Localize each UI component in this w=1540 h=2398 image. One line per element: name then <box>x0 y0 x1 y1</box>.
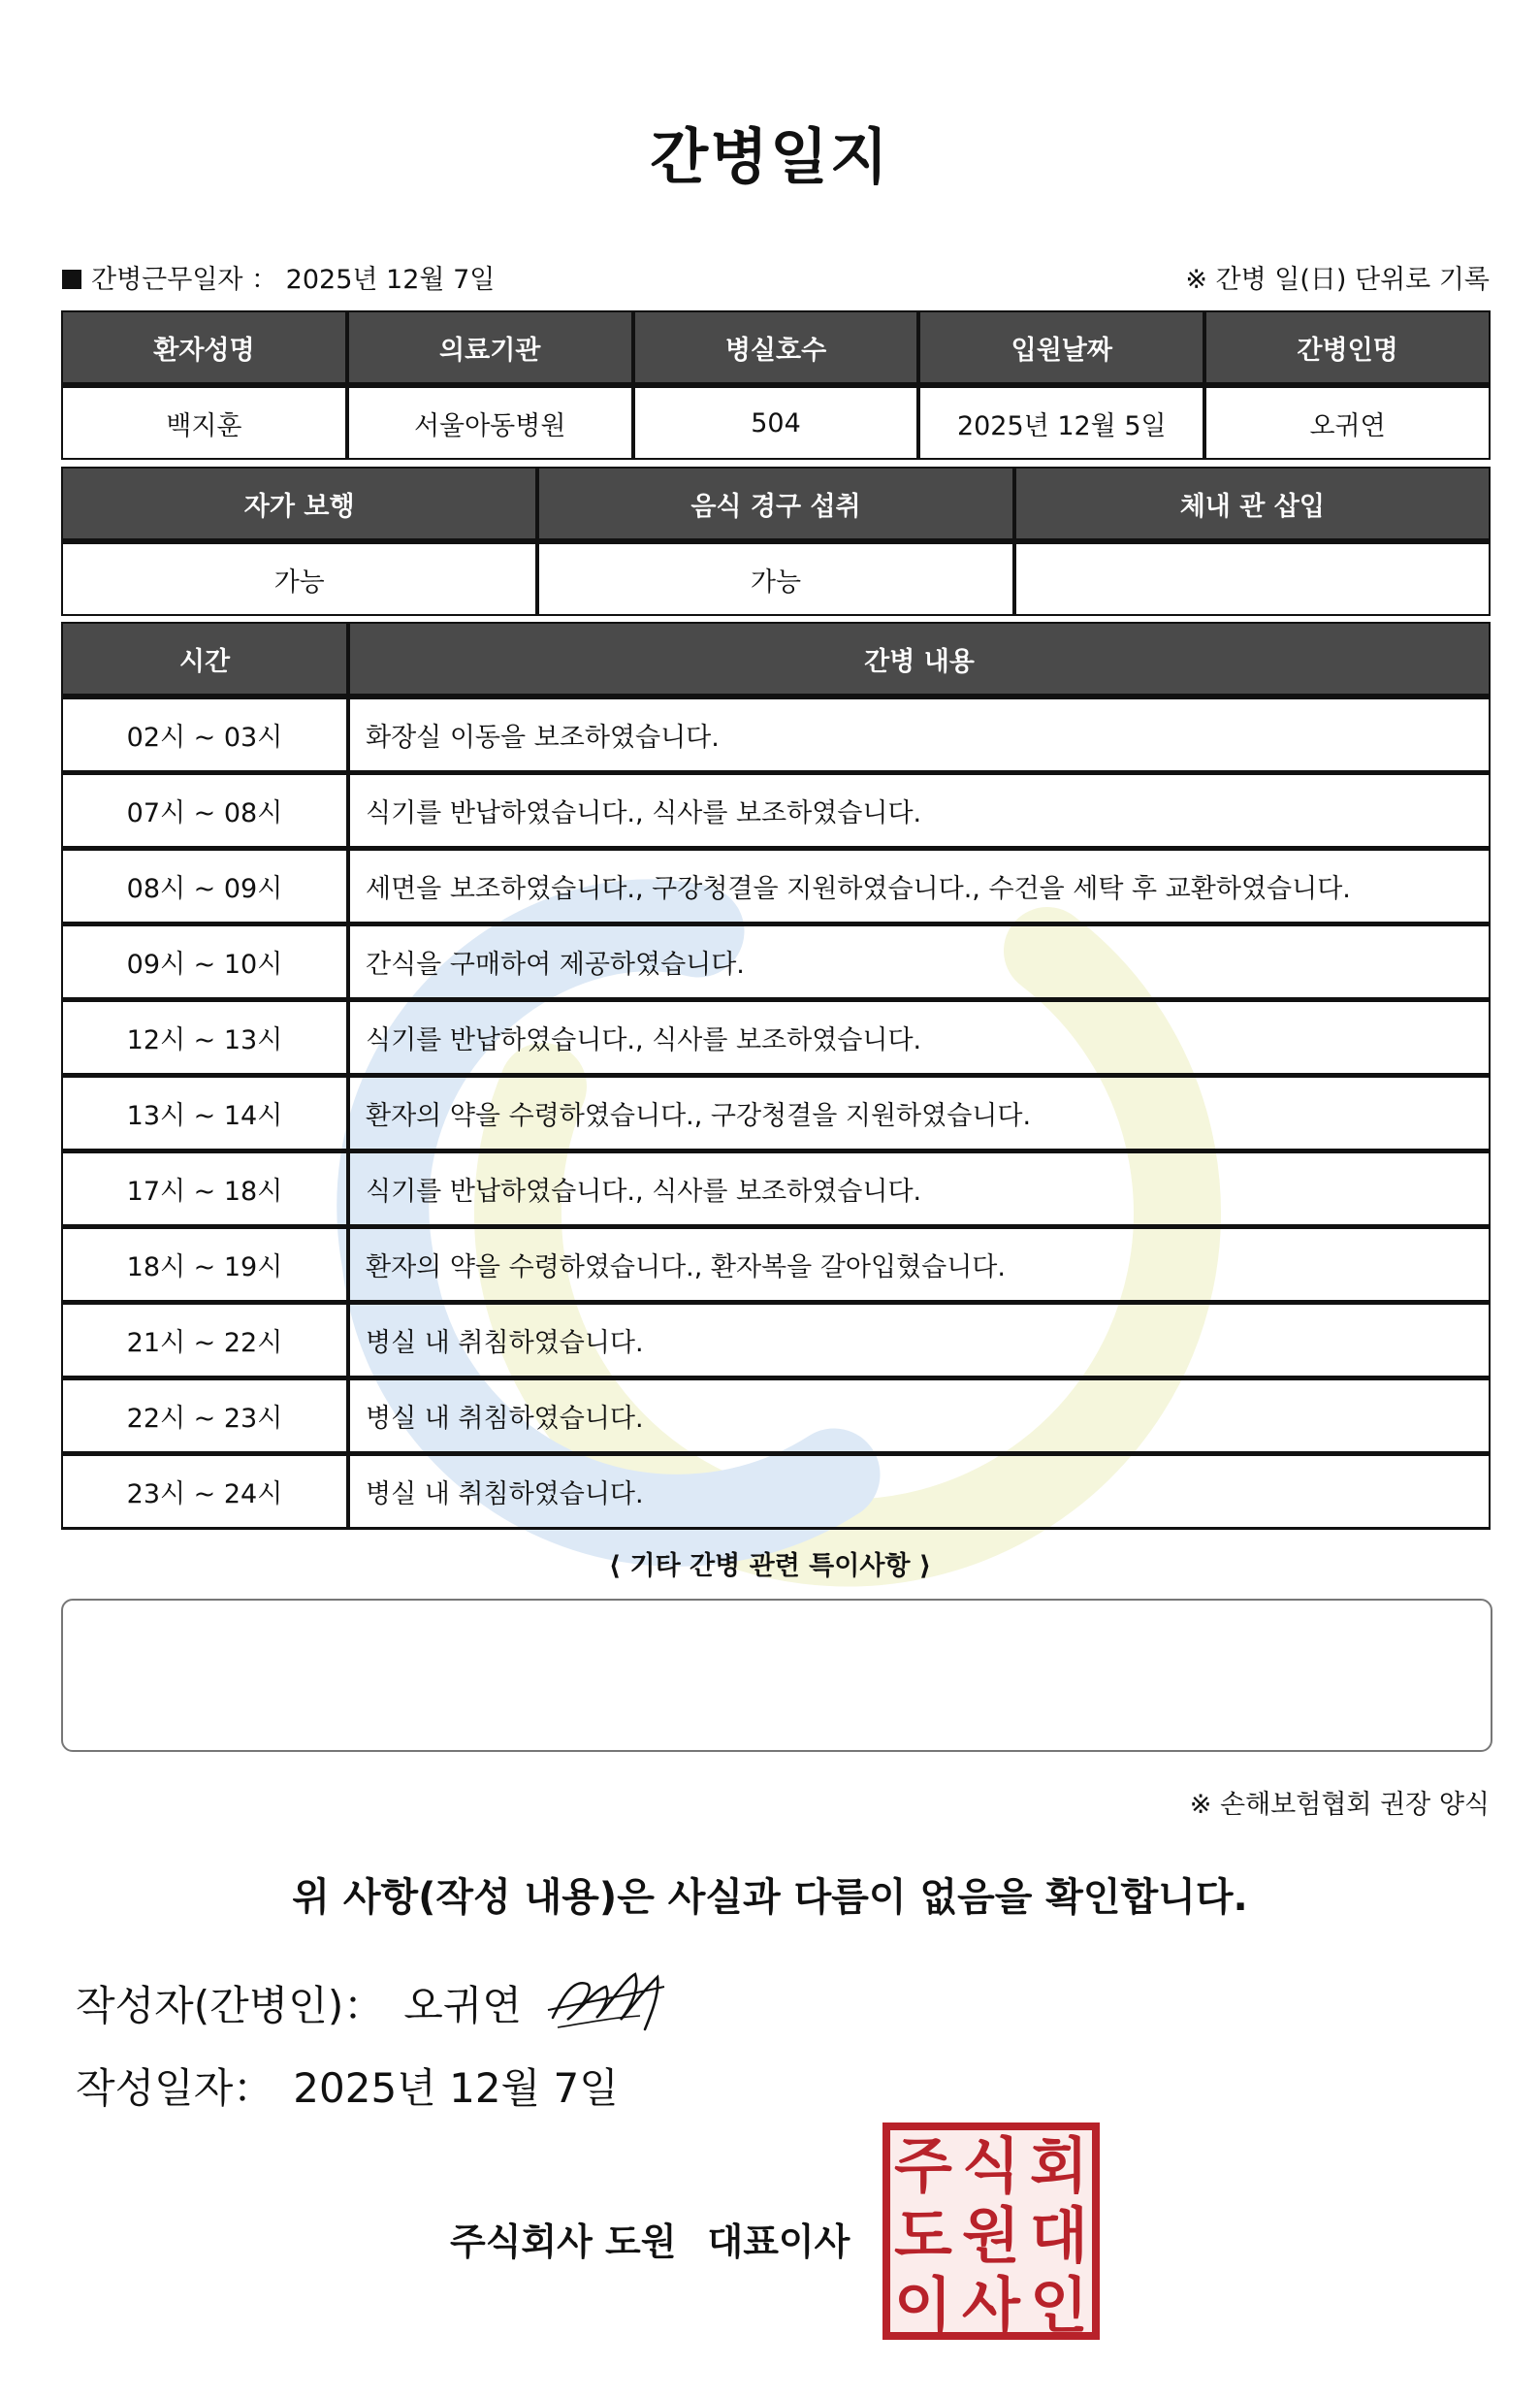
time-cell: 12시 ~ 13시 <box>61 1000 348 1076</box>
work-date-line <box>62 258 495 296</box>
time-cell: 18시 ~ 19시 <box>61 1227 348 1303</box>
time-cell: 17시 ~ 18시 <box>61 1151 348 1227</box>
header-time: 시간 <box>61 622 348 697</box>
writer-date-label: 작성일자： <box>76 2064 274 2112</box>
writer-name: 오귀연 <box>403 1982 522 2029</box>
time-cell: 08시 ~ 09시 <box>61 849 348 924</box>
special-notes-box <box>61 1599 1492 1752</box>
svg-text:이: 이 <box>894 2270 952 2340</box>
representative-title: 대표이사 <box>707 2220 850 2263</box>
form-note: ※ 손해보험협회 권장 양식 <box>1189 1790 1490 1820</box>
svg-text:대: 대 <box>1030 2200 1088 2271</box>
svg-text:주: 주 <box>894 2130 952 2201</box>
square-bullet-icon <box>62 270 81 289</box>
svg-text:사: 사 <box>962 2270 1020 2340</box>
content-cell: 병실 내 취침하였습니다. <box>348 1378 1491 1454</box>
patient-info-table <box>61 310 1491 460</box>
header-tube-insertion: 체내 관 삽입 <box>1014 467 1491 542</box>
hospital: 서울아동병원 <box>347 386 633 460</box>
admission-date: 2025년 12월 5일 <box>918 386 1204 460</box>
table-row <box>61 849 1491 924</box>
record-note: ※ 간병 일(日) 단위로 기록 <box>1185 265 1490 295</box>
svg-text:인: 인 <box>1030 2270 1088 2340</box>
table-row <box>61 1000 1491 1076</box>
content-cell: 세면을 보조하였습니다., 구강청결을 지원하였습니다., 수건을 세탁 후 교환하였습니다. <box>348 849 1491 924</box>
table-row <box>61 773 1491 849</box>
svg-text:도: 도 <box>894 2200 952 2271</box>
header-patient-name: 환자성명 <box>61 310 347 386</box>
writer-date-line <box>76 2057 619 2115</box>
header-self-walking: 자가 보행 <box>61 467 537 542</box>
header-oral-intake: 음식 경구 섭취 <box>537 467 1013 542</box>
special-notes-label: ⟨ 기타 간병 관련 특이사항 ⟩ <box>608 1551 932 1581</box>
time-cell: 23시 ~ 24시 <box>61 1454 348 1530</box>
room-number: 504 <box>633 386 919 460</box>
table-row <box>61 1076 1491 1151</box>
patient-name: 백지훈 <box>61 386 347 460</box>
signature-image <box>543 1960 669 2037</box>
time-cell: 22시 ~ 23시 <box>61 1378 348 1454</box>
patient-status-table <box>61 467 1491 616</box>
content-cell: 식기를 반납하였습니다., 식사를 보조하였습니다. <box>348 773 1491 849</box>
content-cell: 화장실 이동을 보조하였습니다. <box>348 697 1491 773</box>
page-title: 간병일지 <box>650 121 890 192</box>
content-cell: 식기를 반납하였습니다., 식사를 보조하였습니다. <box>348 1151 1491 1227</box>
table-row <box>61 1454 1491 1530</box>
time-cell: 21시 ~ 22시 <box>61 1303 348 1378</box>
writer-date: 2025년 12월 7일 <box>293 2064 619 2112</box>
svg-text:원: 원 <box>962 2200 1020 2271</box>
content-cell: 환자의 약을 수령하였습니다., 환자복을 갈아입혔습니다. <box>348 1227 1491 1303</box>
header-admission-date: 입원날짜 <box>918 310 1204 386</box>
table-row <box>61 1303 1491 1378</box>
content-cell: 환자의 약을 수령하였습니다., 구강청결을 지원하였습니다. <box>348 1076 1491 1151</box>
table-row <box>61 924 1491 1000</box>
header-hospital: 의료기관 <box>347 310 633 386</box>
table-row <box>61 1227 1491 1303</box>
svg-text:회: 회 <box>1030 2130 1088 2201</box>
company-name: 주식회사 도원 <box>450 2220 677 2263</box>
header-caregiver-name: 간병인명 <box>1204 310 1491 386</box>
care-log-table <box>61 622 1491 1530</box>
self-walking-value: 가능 <box>61 542 537 616</box>
oral-intake-value: 가능 <box>537 542 1013 616</box>
time-cell: 13시 ~ 14시 <box>61 1076 348 1151</box>
content-cell: 간식을 구매하여 제공하였습니다. <box>348 924 1491 1000</box>
work-date-value: 2025년 12월 7일 <box>285 265 496 295</box>
table-row <box>61 1151 1491 1227</box>
content-cell: 식기를 반납하였습니다., 식사를 보조하였습니다. <box>348 1000 1491 1076</box>
writer-label: 작성자(간병인)： <box>76 1982 385 2029</box>
confirmation-statement: 위 사항(작성 내용)은 사실과 다름이 없음을 확인합니다. <box>292 1875 1248 1920</box>
table-row <box>61 1378 1491 1454</box>
time-cell: 02시 ~ 03시 <box>61 697 348 773</box>
company-signature-line <box>450 2212 850 2265</box>
company-seal-stamp <box>882 2123 1100 2340</box>
header-room-number: 병실호수 <box>633 310 919 386</box>
content-cell: 병실 내 취침하였습니다. <box>348 1303 1491 1378</box>
writer-line <box>76 1974 522 2032</box>
tube-insertion-value <box>1014 542 1491 616</box>
time-cell: 09시 ~ 10시 <box>61 924 348 1000</box>
content-cell: 병실 내 취침하였습니다. <box>348 1454 1491 1530</box>
caregiver-name: 오귀연 <box>1204 386 1491 460</box>
svg-text:식: 식 <box>962 2130 1020 2201</box>
table-row <box>61 697 1491 773</box>
header-care-content: 간병 내용 <box>348 622 1491 697</box>
work-date-label: 간병근무일자 ： <box>91 265 278 295</box>
time-cell: 07시 ~ 08시 <box>61 773 348 849</box>
